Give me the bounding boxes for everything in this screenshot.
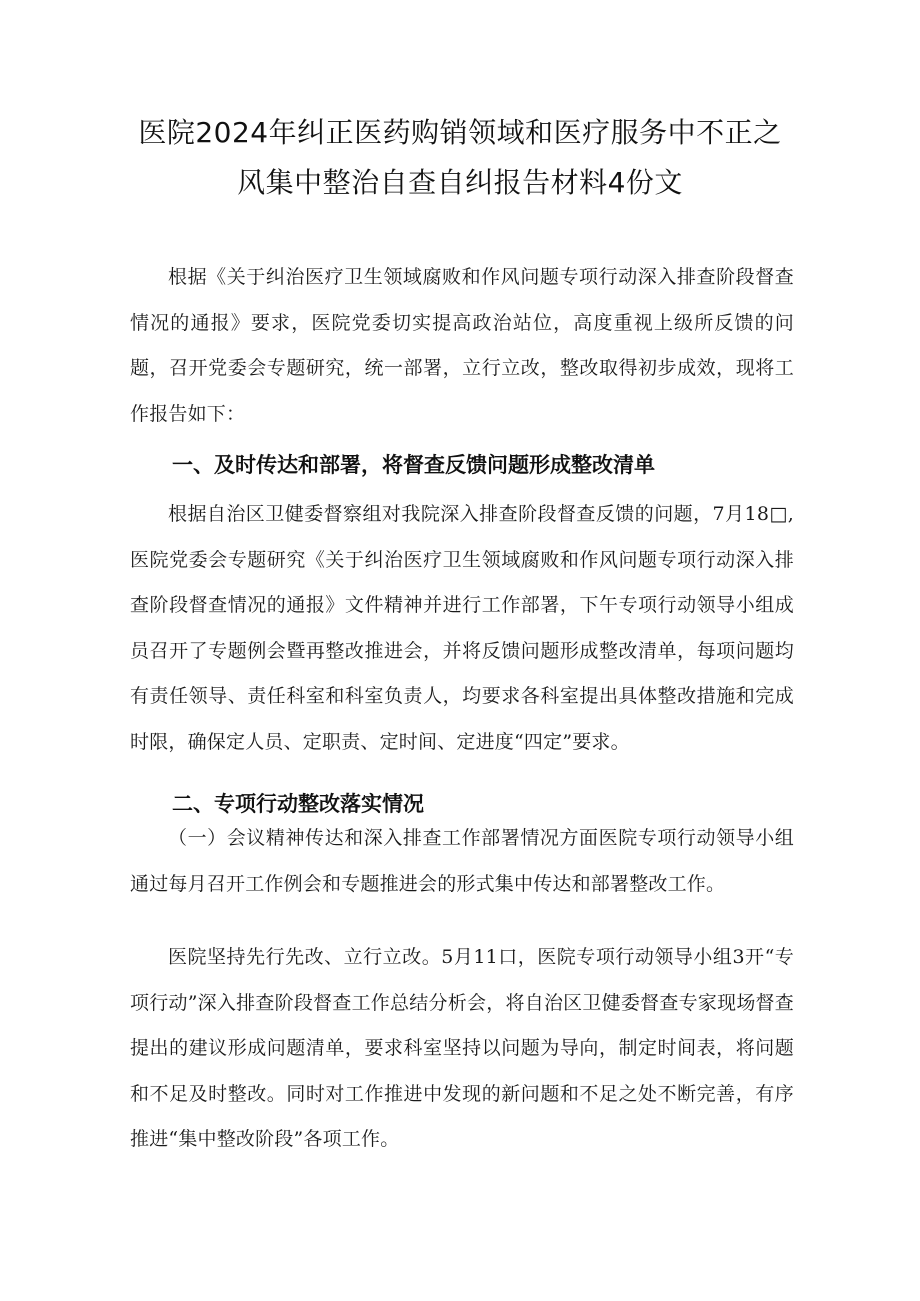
section-1-paragraph: 根据自治区卫健委督察组对我院深入排查阶段督查反馈的问题，7月18□,医院党委会专题研究《关于纠治医疗卫生领域腐败和作风问题专项行动深入排查阶段督查情况的通报》文件精神并进行工作部署，下午专项行动领导小组成员召开了专题例会暨再整改推进会，并将反馈问题形成整改清单，每项问题均有责任领导、责任科室和科室负责人，均要求各科室提出具体整改措施和完成时限，确保定人员、定职责、定时间、定进度“四定”要求。 [130,503,794,753]
document-title-line-1: 医院2024年纠正医药购销领域和医疗服务中不正之 [138,116,782,149]
intro-paragraph: 根据《关于纠治医疗卫生领域腐败和作风问题专项行动深入排查阶段督查情况的通报》要求，医院党委切实提高政治站位，高度重视上级所反馈的问题，召开党委会专题研究，统一部署，立行立改，整改取得初步成效，现将工作报告如下： [130,266,794,425]
document-title-line-2: 风集中整治自查自纠报告材料4份文 [237,166,683,199]
section-2-paragraph: 医院坚持先行先改、立行立改。5月11口，医院专项行动领导小组3开“专项行动”深入排查阶段督查工作总结分析会，将自治区卫健委督查专家现场督查提出的建议形成问题清单，要求科室坚持以问题为导向，制定时间表，将问题和不足及时整改。同时对工作推进中发现的新问题和不足之处不断完善，有序推进“集中整改阶段”各项工作。 [130,946,794,1150]
section-2-subsection-1-paragraph: （一）会议精神传达和深入排查工作部署情况方面医院专项行动领导小组通过每月召开工作例会和专题推进会的形式集中传达和部署整改工作。 [130,827,794,895]
section-1-heading: 一、及时传达和部署，将督查反馈问题形成整改清单 [172,453,655,477]
section-2-heading: 二、专项行动整改落实情况 [172,792,424,816]
